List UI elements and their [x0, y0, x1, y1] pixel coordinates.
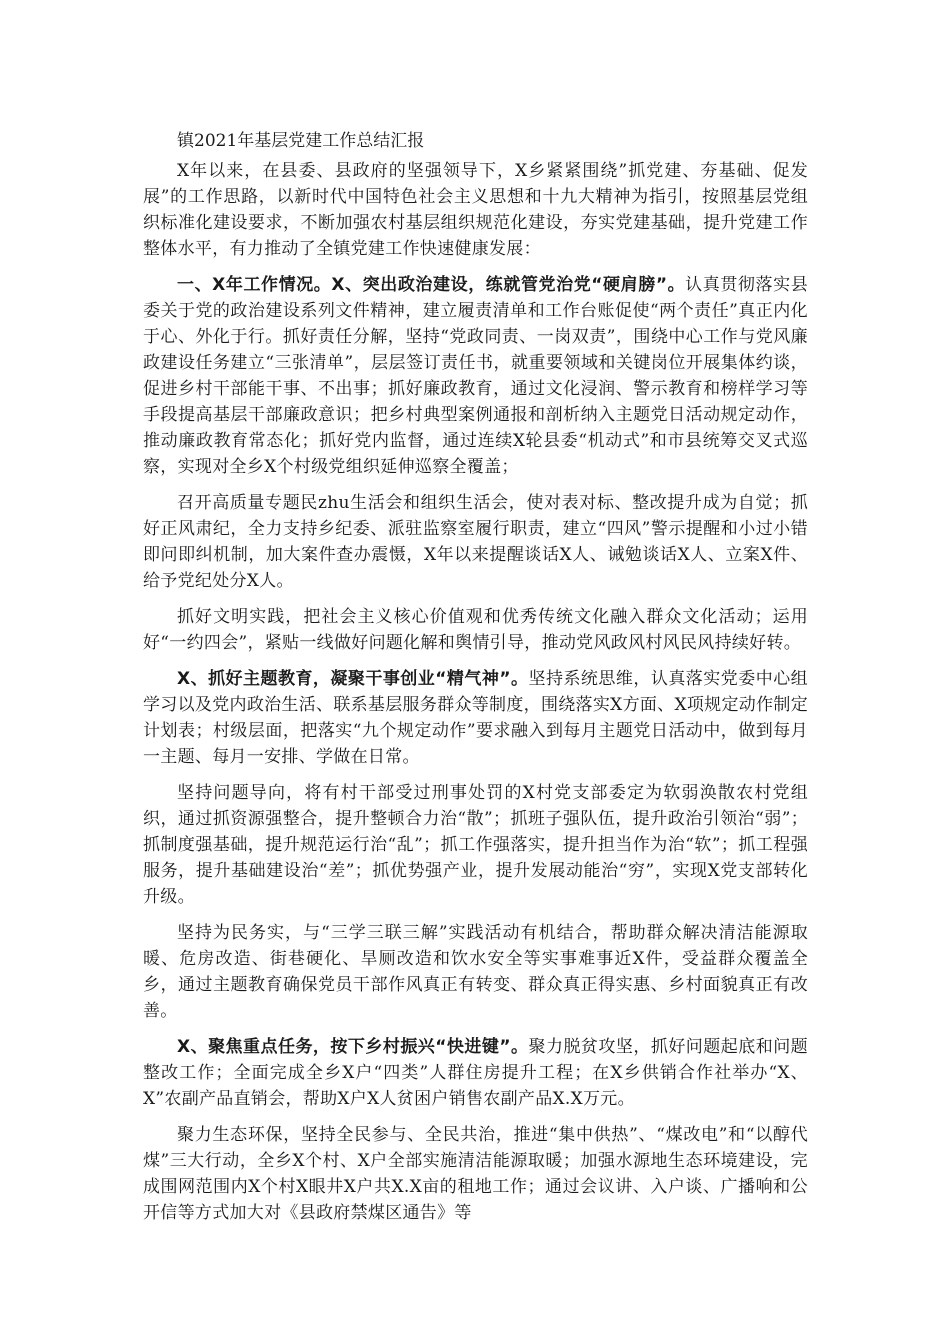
paragraph: [143, 666, 808, 770]
paragraph: [143, 1034, 808, 1112]
paragraph-text: 召开高质量专题民zhu生活会和组织生活会，使对表对标、整改提升成为自觉；抓好正风肃纪，全力支持乡纪委、派驻监察室履行职责，建立“四风”警示提醒和小过小错即问即纠机制，加大案件查办震慑，X年以来提醒谈话X人、诫勉谈话X人、立案X件、给予党纪处分X人。: [143, 493, 808, 591]
paragraph: [143, 604, 808, 656]
paragraph-text: X年以来，在县委、县政府的坚强领导下，X乡紧紧围绕”抓党建、夯基础、促发展”的工作思路，以新时代中国特色社会主义思想和十九大精神为指引，按照基层党组织标准化建设要求，不断加强农村基层组织规范化建设，夯实党建基础，提升党建工作整体水平，有力推动了全镇党建工作快速健康发展：: [143, 161, 808, 259]
paragraph: [143, 272, 808, 480]
paragraph: [143, 920, 808, 1024]
paragraph-text: 坚持问题导向，将有村干部受过刑事处罚的X村党支部委定为软弱涣散农村党组织，通过抓资源强整合，提升整顿合力治“散”；抓班子强队伍，提升政治引领治“弱”；抓制度强基础，提升规范运行治“乱”；抓工作强落实，提升担当作为治“软”；抓工程强服务，提升基础建设治“差”；抓优势强产业，提升发展动能治“穷”，实现X党支部转化升级。: [143, 783, 808, 907]
paragraph-text: 认真贯彻落实县委关于党的政治建设系列文件精神，建立履责清单和工作台账促使“两个责任”真正内化于心、外化于行。抓好责任分解，坚持“党政同责、一岗双责”，围绕中心工作与党风廉政建设任务建立“三张清单”，层层签订责任书，就重要领域和关键岗位开展集体约谈，促进乡村干部能干事、不出事；抓好廉政教育，通过文化浸润、警示教育和榜样学习等手段提高基层干部廉政意识；把乡村典型案例通报和剖析纳入主题党日活动规定动作，推动廉政教育常态化；抓好党内监督，通过连续X轮县委“机动式”和市县统筹交叉式巡察，实现对全乡X个村级党组织延伸巡察全覆盖；: [143, 275, 808, 477]
paragraph-lead: 一、X年工作情况。X、突出政治建设，练就管党治党“硬肩膀”。: [177, 275, 686, 295]
paragraph: [143, 158, 808, 262]
document-body: [143, 128, 808, 1236]
paragraph-text: 抓好文明实践，把社会主义核心价值观和优秀传统文化融入群众文化活动；运用好“一约四会”，紧贴一线做好问题化解和舆情引导，推动党风政风村风民风持续好转。: [143, 607, 808, 653]
paragraph: [143, 490, 808, 594]
paragraph: [143, 780, 808, 910]
paragraph-text: 聚力脱贫攻坚，抓好问题起底和问题整改工作；全面完成全乡X户“四类”人群住房提升工程；在X乡供销合作社举办“X、X”农副产品直销会，帮助X户X人贫困户销售农副产品X.X万元。: [143, 1037, 808, 1109]
paragraph-text: 坚持为民务实，与“三学三联三解”实践活动有机结合，帮助群众解决清洁能源取暖、危房改造、街巷硬化、旱厕改造和饮水安全等实事难事近X件，受益群众覆盖全乡，通过主题教育确保党员干部作风真正有转变、群众真正得实惠、乡村面貌真正有改善。: [143, 923, 808, 1021]
paragraph-lead: X、抓好主题教育，凝聚干事创业“精气神”。: [177, 669, 529, 689]
paragraph: [143, 1122, 808, 1226]
document-title: 镇2021年基层党建工作总结汇报: [177, 131, 425, 151]
paragraph-lead: X、聚焦重点任务，按下乡村振兴“快进键”。: [177, 1037, 529, 1057]
paragraph-text: 坚持系统思维，认真落实党委中心组学习以及党内政治生活、联系基层服务群众等制度，围绕落实X方面、X项规定动作制定计划表；村级层面，把落实“九个规定动作”要求融入到每月主题党日活动中，做到每月一主题、每月一安排、学做在日常。: [143, 669, 808, 767]
paragraph-text: 聚力生态环保，坚持全民参与、全民共治，推进“集中供热”、“煤改电”和“以醇代煤”三大行动，全乡X个村、X户全部实施清洁能源取暖；加强水源地生态环境建设，完成围网范围内X个村X眼井X户共X.X亩的租地工作；通过会议讲、入户谈、广播响和公开信等方式加大对《县政府禁煤区通告》等: [143, 1125, 808, 1223]
